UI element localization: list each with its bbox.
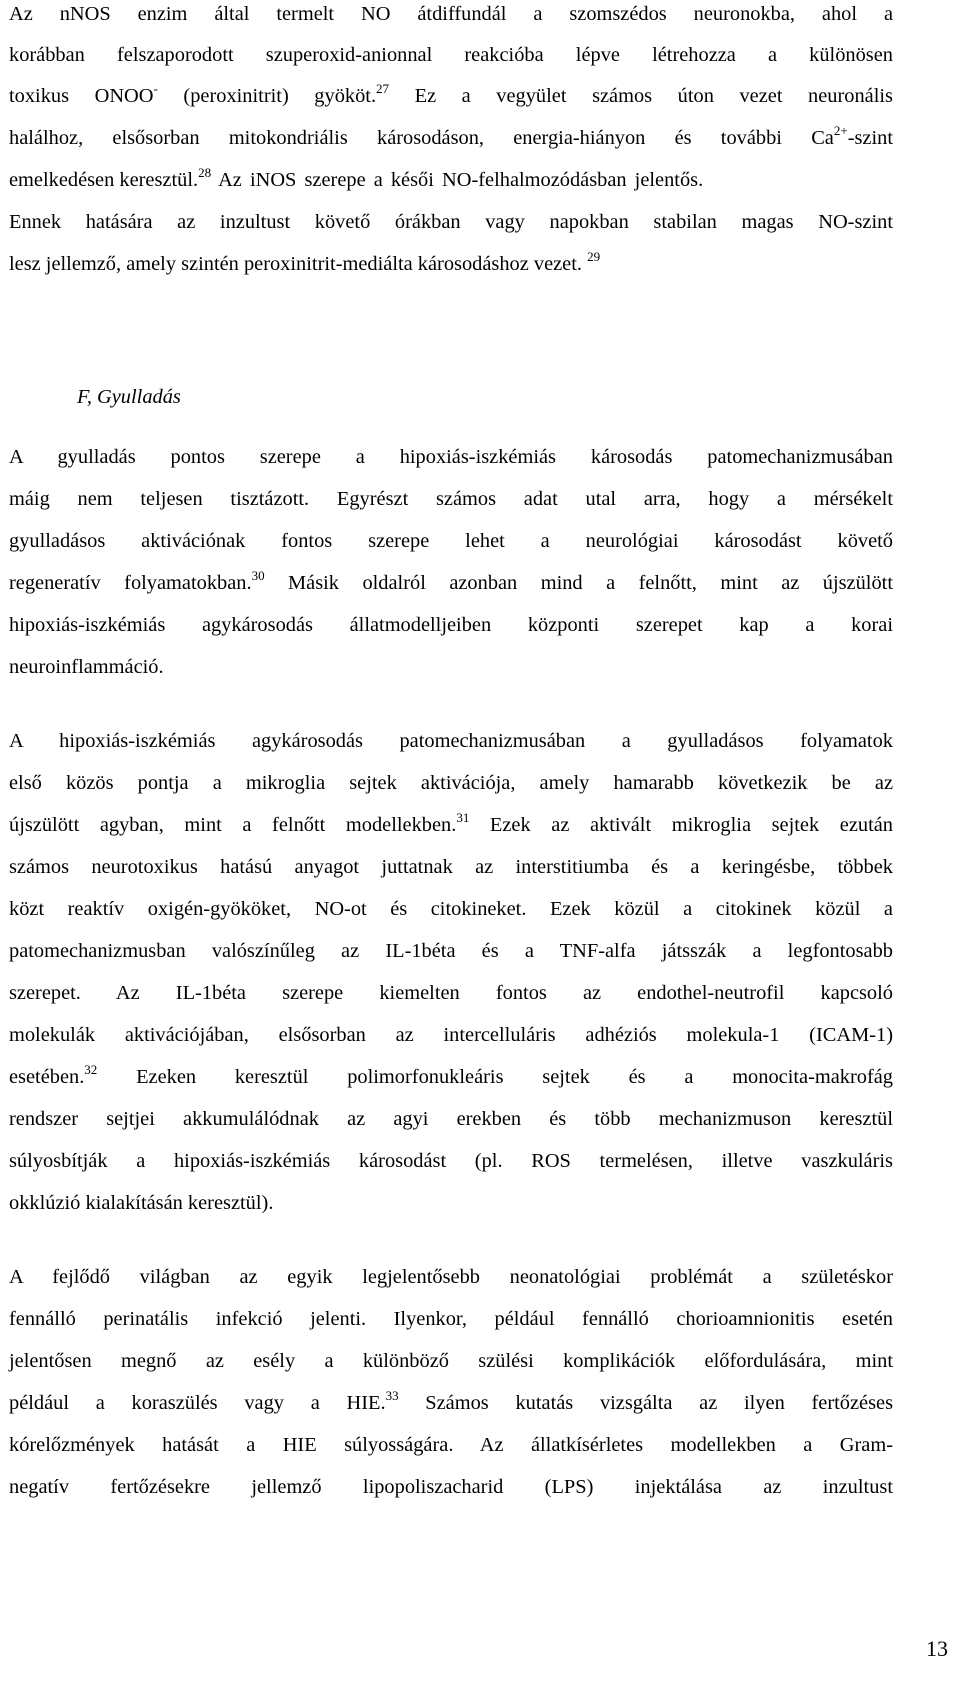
text-line: regeneratív folyamatokban.$^{30}$ Másik oldalról azonban mind a felnőtt, mint az újszülött <box>9 568 893 594</box>
text-line: A hipoxiás-iszkémiás agykárosodás patomechanizmusában a gyulladásos folyamatok <box>9 730 893 752</box>
text-line: újszülött agyban, mint a felnőtt modellekben.$^{31}$ Ezek az aktivált mikroglia sejtek ezután <box>9 810 893 836</box>
text-line: máig nem teljesen tisztázott. Egyrészt számos adat utal arra, hogy a mérsékelt <box>9 488 893 510</box>
citation-ref: 32 <box>84 1062 98 1077</box>
text-line: rendszer sejtjei akkumulálódnak az agyi erekben és több mechanizmuson keresztül <box>9 1108 893 1130</box>
text-line: neuroinflammáció. <box>9 656 164 678</box>
section-heading: F, Gyulladás <box>77 386 181 408</box>
text-line: lesz jellemző, amely szintén peroxinitrit-mediálta károsodáshoz vezet. $^{29}$ <box>9 249 601 275</box>
page-number: 13 <box>926 1636 948 1661</box>
text-line: gyulladásos aktivációnak fontos szerepe lehet a neurológiai károsodást követő <box>9 530 893 552</box>
text-line: első közös pontja a mikroglia sejtek aktivációja, amely hamarabb következik be az <box>9 772 893 794</box>
text-line: kórelőzmények hatását a HIE súlyosságára. Az állatkísérletes modellekben a Gram- <box>9 1434 893 1456</box>
text-line: számos neurotoxikus hatású anyagot juttatnak az interstitiumba és a keringésbe, többek <box>9 856 893 878</box>
text-line: molekulák aktivációjában, elsősorban az intercelluláris adhéziós molekula-1 (ICAM-1) <box>9 1024 893 1046</box>
text-line: Ennek hatására az inzultust követő órákban vagy napokban stabilan magas NO-szint <box>9 211 893 233</box>
text-line: A fejlődő világban az egyik legjelentősebb neonatológiai problémát a születéskor <box>9 1266 893 1288</box>
text-line: halálhoz, elsősorban mitokondriális károsodáson, energia-hiányon és további $Ca^{2+}$-szint <box>9 123 893 149</box>
text-line: toxikus ONOO- (peroxinitrit) gyököt.$^{27}$ Ez a vegyület számos úton vezet neuronális <box>9 81 893 107</box>
text-line: szerepet. Az IL-1béta szerepe kiemelten fontos az endothel-neutrofil kapcsoló <box>9 982 893 1004</box>
citation-ref: 28 <box>198 165 212 180</box>
text-line: emelkedésen keresztül.$^{28}$ Az iNOS szerepe a késői NO-felhalmozódásban jelentős. <box>9 165 704 191</box>
text-line: korábban felszaporodott szuperoxid-anionnal reakcióba lépve létrehozza a különösen <box>9 44 893 66</box>
citation-ref: 29 <box>587 249 601 264</box>
citation-ref: 31 <box>456 810 470 825</box>
superscript-charge: - <box>153 81 158 96</box>
text-line: súlyosbítják a hipoxiás-iszkémiás károsodást (pl. ROS termelésen, illetve vaszkuláris <box>9 1150 893 1172</box>
text-line: közt reaktív oxigén-gyököket, NO-ot és citokineket. Ezek közül a citokinek közül a <box>9 898 893 920</box>
citation-ref: 27 <box>376 81 390 96</box>
text-line: esetében.$^{32}$ Ezeken keresztül polimorfonukleáris sejtek és a monocita-makrofág <box>9 1062 893 1088</box>
text-line: hipoxiás-iszkémiás agykárosodás állatmodelljeiben központi szerepet kap a korai <box>9 614 893 636</box>
text-line: jelentősen megnő az esély a különböző szülési komplikációk előfordulására, mint <box>9 1350 893 1372</box>
text-line: fennálló perinatális infekció jelenti. Ilyenkor, például fennálló chorioamnionitis esetén <box>9 1308 893 1330</box>
citation-ref: 30 <box>251 568 265 583</box>
text-line: például a koraszülés vagy a HIE.$^{33}$ Számos kutatás vizsgálta az ilyen fertőzéses <box>9 1388 894 1414</box>
text-line: Az nNOS enzim által termelt NO átdiffundál a szomszédos neuronokba, ahol a <box>9 3 893 25</box>
text-line: okklúzió kialakításán keresztül). <box>9 1192 274 1214</box>
text-line: patomechanizmusban valószínűleg az IL-1béta és a TNF-alfa játsszák a legfontosabb <box>9 940 893 962</box>
superscript-charge: 2+ <box>833 123 848 138</box>
citation-ref: 33 <box>385 1388 399 1403</box>
text-line: negatív fertőzésekre jellemző lipopoliszacharid (LPS) injektálása az inzultust <box>9 1476 893 1498</box>
text-line: A gyulladás pontos szerepe a hipoxiás-iszkémiás károsodás patomechanizmusában <box>9 446 893 468</box>
